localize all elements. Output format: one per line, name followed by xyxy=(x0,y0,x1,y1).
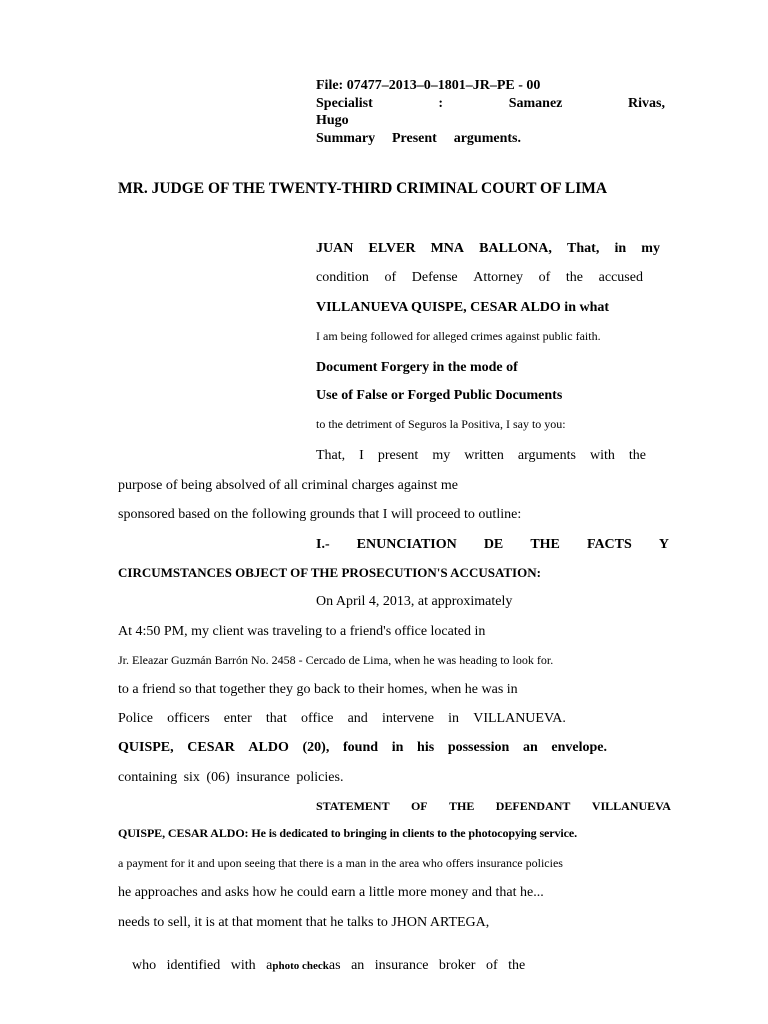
word: in xyxy=(614,241,627,256)
facts-line-1: On April 4, 2013, at approximately xyxy=(316,594,513,609)
word: VILLANUEVA. xyxy=(473,711,566,726)
facts-line-3: Jr. Eleazar Guzmán Barrón No. 2458 - Cercado de Lima, when he was heading to look for. xyxy=(118,653,554,667)
word: : xyxy=(438,96,444,111)
word: BALLONA, xyxy=(479,241,552,256)
word: condition xyxy=(316,270,369,285)
word: QUISPE, xyxy=(118,740,174,755)
word: my xyxy=(641,241,660,256)
word: possession xyxy=(447,740,510,755)
word: written xyxy=(464,448,504,463)
word: intervene xyxy=(381,711,435,726)
word: enter xyxy=(223,711,252,726)
facts-line-2: At 4:50 PM, my client was traveling to a friend's office located in xyxy=(118,624,486,639)
facts-line-6 xyxy=(118,741,607,755)
word: ENUNCIATION xyxy=(356,537,457,552)
word: the xyxy=(628,448,646,463)
word: I.- xyxy=(316,537,330,552)
intro-line-2 xyxy=(316,271,643,285)
statement-line-2: he approaches and asks how he could earn a little more money and that he... xyxy=(118,885,544,900)
word: DEFENDANT xyxy=(495,799,571,813)
word: officers xyxy=(167,711,210,726)
photo-check-text: photo check xyxy=(272,960,329,972)
word: that xyxy=(265,711,287,726)
file-number: File: 07477–2013–0–1801–JR–PE - 00 xyxy=(316,78,541,93)
word: That, xyxy=(316,448,346,463)
word: Defense xyxy=(411,270,458,285)
charge-line-2: Use of False or Forged Public Documents xyxy=(316,388,563,403)
word: ALDO xyxy=(248,740,289,755)
word: DE xyxy=(483,537,504,552)
word: MNA xyxy=(430,241,465,256)
word: my xyxy=(432,448,451,463)
word: Attorney xyxy=(473,270,524,285)
word: arguments. xyxy=(453,131,521,146)
statement-line-1: a payment for it and upon seeing that there is a man in the area who offers insurance policies xyxy=(118,856,563,870)
word: an xyxy=(522,740,538,755)
word: found xyxy=(343,740,379,755)
word: arguments xyxy=(517,448,576,463)
word: the xyxy=(565,270,584,285)
facts-line-5 xyxy=(118,712,566,726)
summary-line xyxy=(316,132,521,146)
word: of xyxy=(538,270,551,285)
facts-line-7: containing six (06) insurance policies. xyxy=(118,770,344,785)
word: STATEMENT xyxy=(316,799,390,813)
intro-line-1 xyxy=(316,242,660,256)
facts-line-4: to a friend so that together they go back to their homes, when he was in xyxy=(118,682,518,697)
word: Specialist xyxy=(316,96,373,111)
section-1-heading xyxy=(316,538,669,552)
section-1-heading-cont: CIRCUMSTANCES OBJECT OF THE PROSECUTION'S ACCUSATION: xyxy=(118,565,541,580)
intro-line-4: I am being followed for alleged crimes against public faith. xyxy=(316,329,601,343)
word: VILLANUEVA xyxy=(591,799,671,813)
word: ELVER xyxy=(368,241,416,256)
word: JUAN xyxy=(316,241,354,256)
word: in xyxy=(448,711,460,726)
word: (20), xyxy=(302,740,330,755)
word: Police xyxy=(118,711,153,726)
word: OF xyxy=(410,799,428,813)
word: That, xyxy=(567,241,600,256)
intro-line-7: to the detriment of Seguros la Positiva, I say to you: xyxy=(316,417,566,431)
word: Present xyxy=(392,131,437,146)
word: his xyxy=(417,740,435,755)
statement-line-4 xyxy=(118,945,525,987)
para1-line-3: sponsored based on the following grounds that I will proceed to outline: xyxy=(118,507,522,522)
word: in xyxy=(391,740,404,755)
word: of xyxy=(384,270,397,285)
word: Summary xyxy=(316,131,376,146)
statement-heading-cont: QUISPE, CESAR ALDO: He is dedicated to bringing in clients to the photocopying service. xyxy=(118,826,577,840)
word: THE xyxy=(530,537,560,552)
word: with xyxy=(589,448,615,463)
specialist-name-cont: Hugo xyxy=(316,113,349,128)
word: present xyxy=(377,448,419,463)
word: Samanez xyxy=(508,96,563,111)
word: I xyxy=(359,448,364,463)
word: Rivas, xyxy=(628,96,665,111)
para1-line-1 xyxy=(316,449,646,463)
statement-line-3: needs to sell, it is at that moment that he talks to JHON ARTEGA, xyxy=(118,915,490,930)
word: and xyxy=(347,711,368,726)
court-address: MR. JUDGE OF THE TWENTY-THIRD CRIMINAL COURT OF LIMA xyxy=(118,180,608,197)
statement-line-4-pre: who identified with a xyxy=(132,958,273,973)
statement-line-4-post: as an insurance broker of the xyxy=(328,958,526,973)
statement-heading xyxy=(316,800,671,812)
intro-line-3: VILLANUEVA QUISPE, CESAR ALDO in what xyxy=(316,300,610,315)
word: accused xyxy=(598,270,643,285)
word: THE xyxy=(449,799,475,813)
word: FACTS xyxy=(586,537,632,552)
charge-line-1: Document Forgery in the mode of xyxy=(316,360,518,375)
word: office xyxy=(301,711,334,726)
specialist-line xyxy=(316,97,665,111)
word: envelope. xyxy=(551,740,607,755)
para1-line-2: purpose of being absolved of all criminal charges against me xyxy=(118,478,458,493)
word: CESAR xyxy=(187,740,235,755)
word: Y xyxy=(658,537,669,552)
